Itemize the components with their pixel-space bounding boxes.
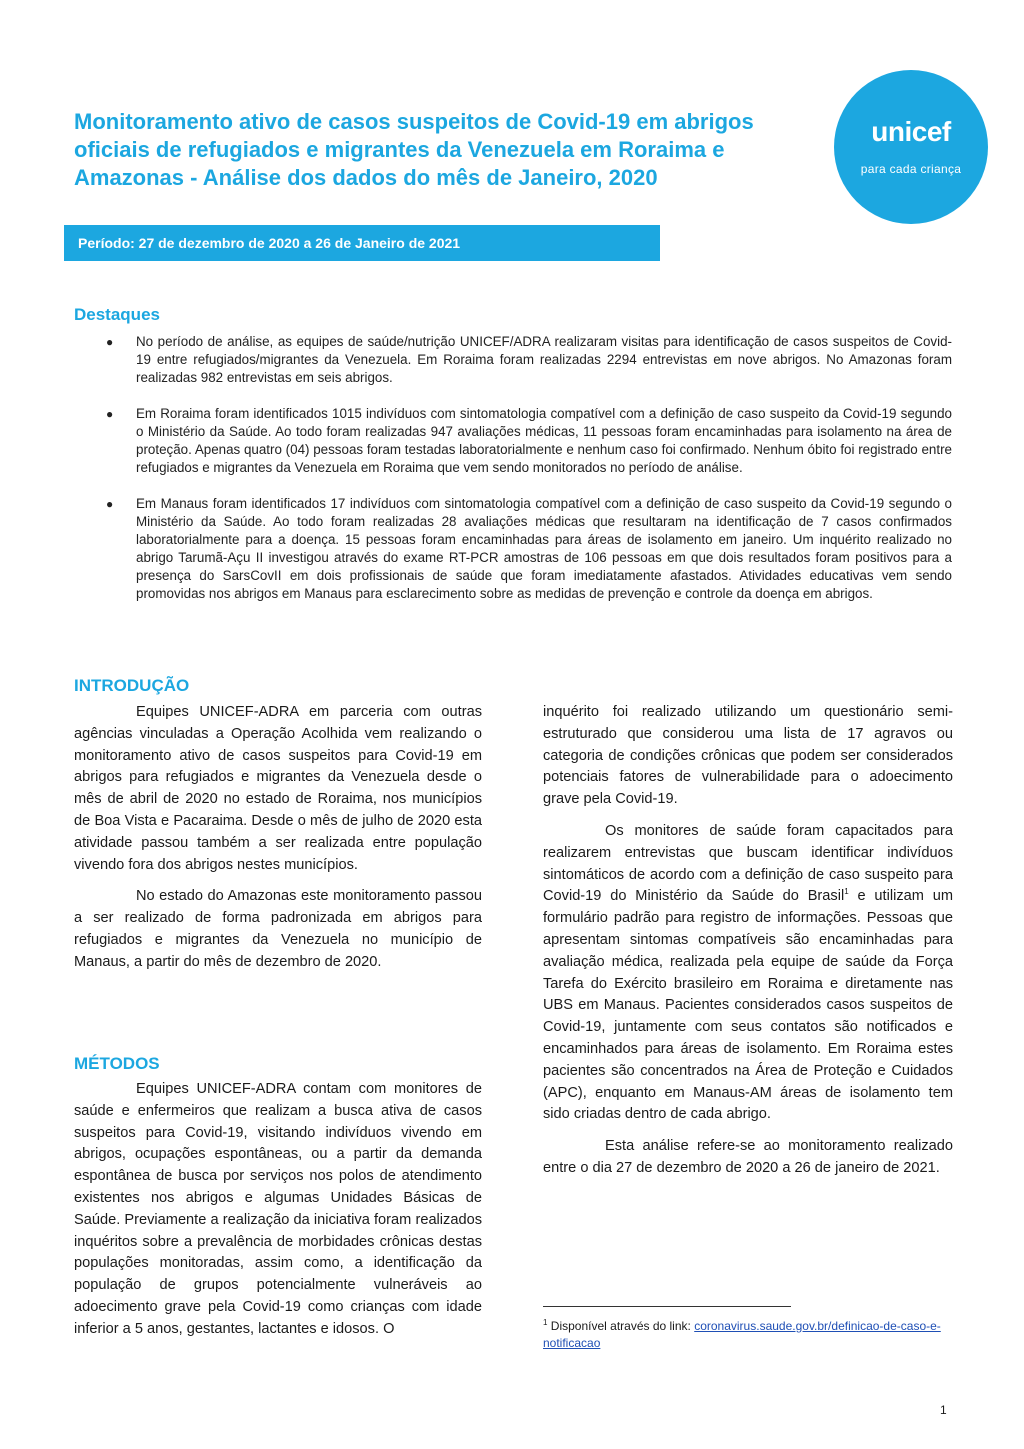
right-column xyxy=(543,702,953,1190)
intro-heading: INTRODUÇÃO xyxy=(74,676,190,695)
highlights-list xyxy=(100,333,952,621)
right-paragraph-2b: e utilizam um formulário padrão para registro de informações. Pessoas que apresentam sintomas compatíveis são encaminhadas para avaliação médica, realizada pela equipe de saúde da Força Tarefa do Exército brasileiro em Roraima e diretamente nas UBS em Manaus. Pacientes considerados casos suspeitos de Covid-19, juntamente com seus contatos são notificados e encaminhados para áreas de isolamento. Em Roraima estes pacientes são concentrados na Área de Proteção e Cuidados (APC), enquanto em Manaus-AM áreas de isolamento tem sido criadas dentro de cada abrigo. xyxy=(543,888,953,1123)
footnote-link[interactable]: coronavirus.saude.gov.br/definicao-de-caso-e-notificacao xyxy=(543,1319,941,1350)
unicef-logo xyxy=(834,70,988,224)
right-paragraph-2 xyxy=(543,821,953,1126)
footnote-text: Disponível através do link: xyxy=(547,1319,695,1333)
period-banner: Período: 27 de dezembro de 2020 a 26 de Janeiro de 2021 xyxy=(64,225,660,261)
highlight-text: No período de análise, as equipes de saúde/nutrição UNICEF/ADRA realizaram visitas para identificação de casos suspeitos de Covid-19 entre refugiados/migrantes da Venezuela. Em Roraima foram realizadas 2294 entrevistas em nove abrigos. No Amazonas foram realizadas 982 entrevistas em seis abrigos. xyxy=(136,334,952,385)
methods-heading: MÉTODOS xyxy=(74,1054,160,1073)
highlight-text: Em Manaus foram identificados 17 indivíduos com sintomatologia compatível com a definição de caso suspeito da Covid-19 segundo o Ministério da Saúde. Ao todo foram realizadas 28 avaliações médicas que resultaram na identificação de 7 casos confirmados laboratorialmente para a doença. 15 pessoas foram encaminhadas para áreas de isolamento em janeiro. Um inquérito realizado no abrigo Tarumã-Açu II investigou através do exame RT-PCR amostras de 106 pessoas em que dois resultados foram positivos para a presença do SarsCovII em dois profissionais de saúde que foram imediatamente afastados. Atividades educativas vem sendo promovidas nos abrigos em Manaus para esclarecimento sobre as medidas de prevenção e controle da doença em abrigos. xyxy=(136,496,952,601)
footnote-ref[interactable]: 1 xyxy=(844,887,849,897)
page-number: 1 xyxy=(940,1403,947,1417)
list-item xyxy=(100,333,952,387)
right-paragraph-1: inquérito foi realizado utilizando um questionário semi-estruturado que considerou uma lista de 17 agravos ou categoria de condições crônicas que podem ser considerados potenciais fatores de vulnerabilidade para o adoecimento grave pela Covid-19. xyxy=(543,704,953,808)
footnote-divider xyxy=(543,1306,791,1307)
methods-paragraph-1: Equipes UNICEF-ADRA contam com monitores de saúde e enfermeiros que realizam a busca ativa de casos suspeitos para Covid-19, visitando indivíduos vivendo em abrigos, ocupações espontâneas, ou a partir da demanda espontânea de busca por serviços nos polos de atendimento existentes nos abrigos e algumas Unidades Básicas de Saúde. Previamente a realização da iniciativa foram realizados inquéritos sobre a prevalência de morbidades crônicas destas populações monitoradas, assim como, a identificação da população de grupos potencialmente vulneráveis ao adoecimento grave pela Covid-19 como crianças com idade inferior a 5 anos, gestantes, lactantes e idosos. O xyxy=(74,1081,482,1337)
footnote xyxy=(543,1318,953,1352)
intro-paragraph-2: No estado do Amazonas este monitoramento passou a ser realizado de forma padronizada em abrigos para refugiados e migrantes da Venezuela no município de Manaus, a partir do mês de dezembro de 2020. xyxy=(74,888,482,970)
right-paragraph-3: Esta análise refere-se ao monitoramento realizado entre o dia 27 de dezembro de 2020 a 26 de janeiro de 2021. xyxy=(543,1138,953,1176)
highlights-heading: Destaques xyxy=(74,305,160,324)
intro-section xyxy=(74,702,482,984)
footnote-mark: 1 xyxy=(543,1318,548,1327)
right-paragraph-2a: Os monitores de saúde foram capacitados para realizarem entrevistas que buscam identificar indivíduos sintomáticos de acordo com a definição de caso suspeito para Covid-19 do Ministério da Saúde do Brasil xyxy=(543,822,953,905)
highlight-text: Em Roraima foram identificados 1015 indivíduos com sintomatologia compatível com a definição de caso suspeito da Covid-19 segundo o Ministério da Saúde. Ao todo foram realizadas 947 avaliações médicas, 11 pessoas foram encaminhadas para isolamento na área de proteção. Apenas quatro (04) pessoas foram testadas laboratorialmente e nenhum caso foi confirmado. Nenhum óbito foi registrado entre refugiados e migrantes da Venezuela em Roraima que vem sendo monitorados no período de análise. xyxy=(136,406,952,475)
logo-wordmark: unicef xyxy=(871,116,951,147)
methods-section xyxy=(74,1079,482,1351)
bullet-icon: ● xyxy=(106,497,114,511)
logo-tagline: para cada criança xyxy=(860,162,962,176)
document-title: Monitoramento ativo de casos suspeitos de Covid-19 em abrigos oficiais de refugiados e migrantes da Venezuela em Roraima e Amazonas - Análise dos dados do mês de Janeiro, 2020 xyxy=(74,109,754,190)
bullet-icon: ● xyxy=(106,335,114,349)
list-item xyxy=(100,495,952,603)
list-item xyxy=(100,405,952,477)
bullet-icon: ● xyxy=(106,407,114,421)
intro-paragraph-1: Equipes UNICEF-ADRA em parceria com outras agências vinculadas a Operação Acolhida vem realizando o monitoramento ativo de casos suspeitos para Covid-19 em abrigos para refugiados e migrantes da Venezuela desde o mês de abril de 2020 no estado de Roraima, nos municípios de Boa Vista e Pacaraima. Desde o mês de julho de 2020 esta atividade passou também a ser realizada entre população vivendo fora dos abrigos nestes municípios. xyxy=(74,704,482,873)
